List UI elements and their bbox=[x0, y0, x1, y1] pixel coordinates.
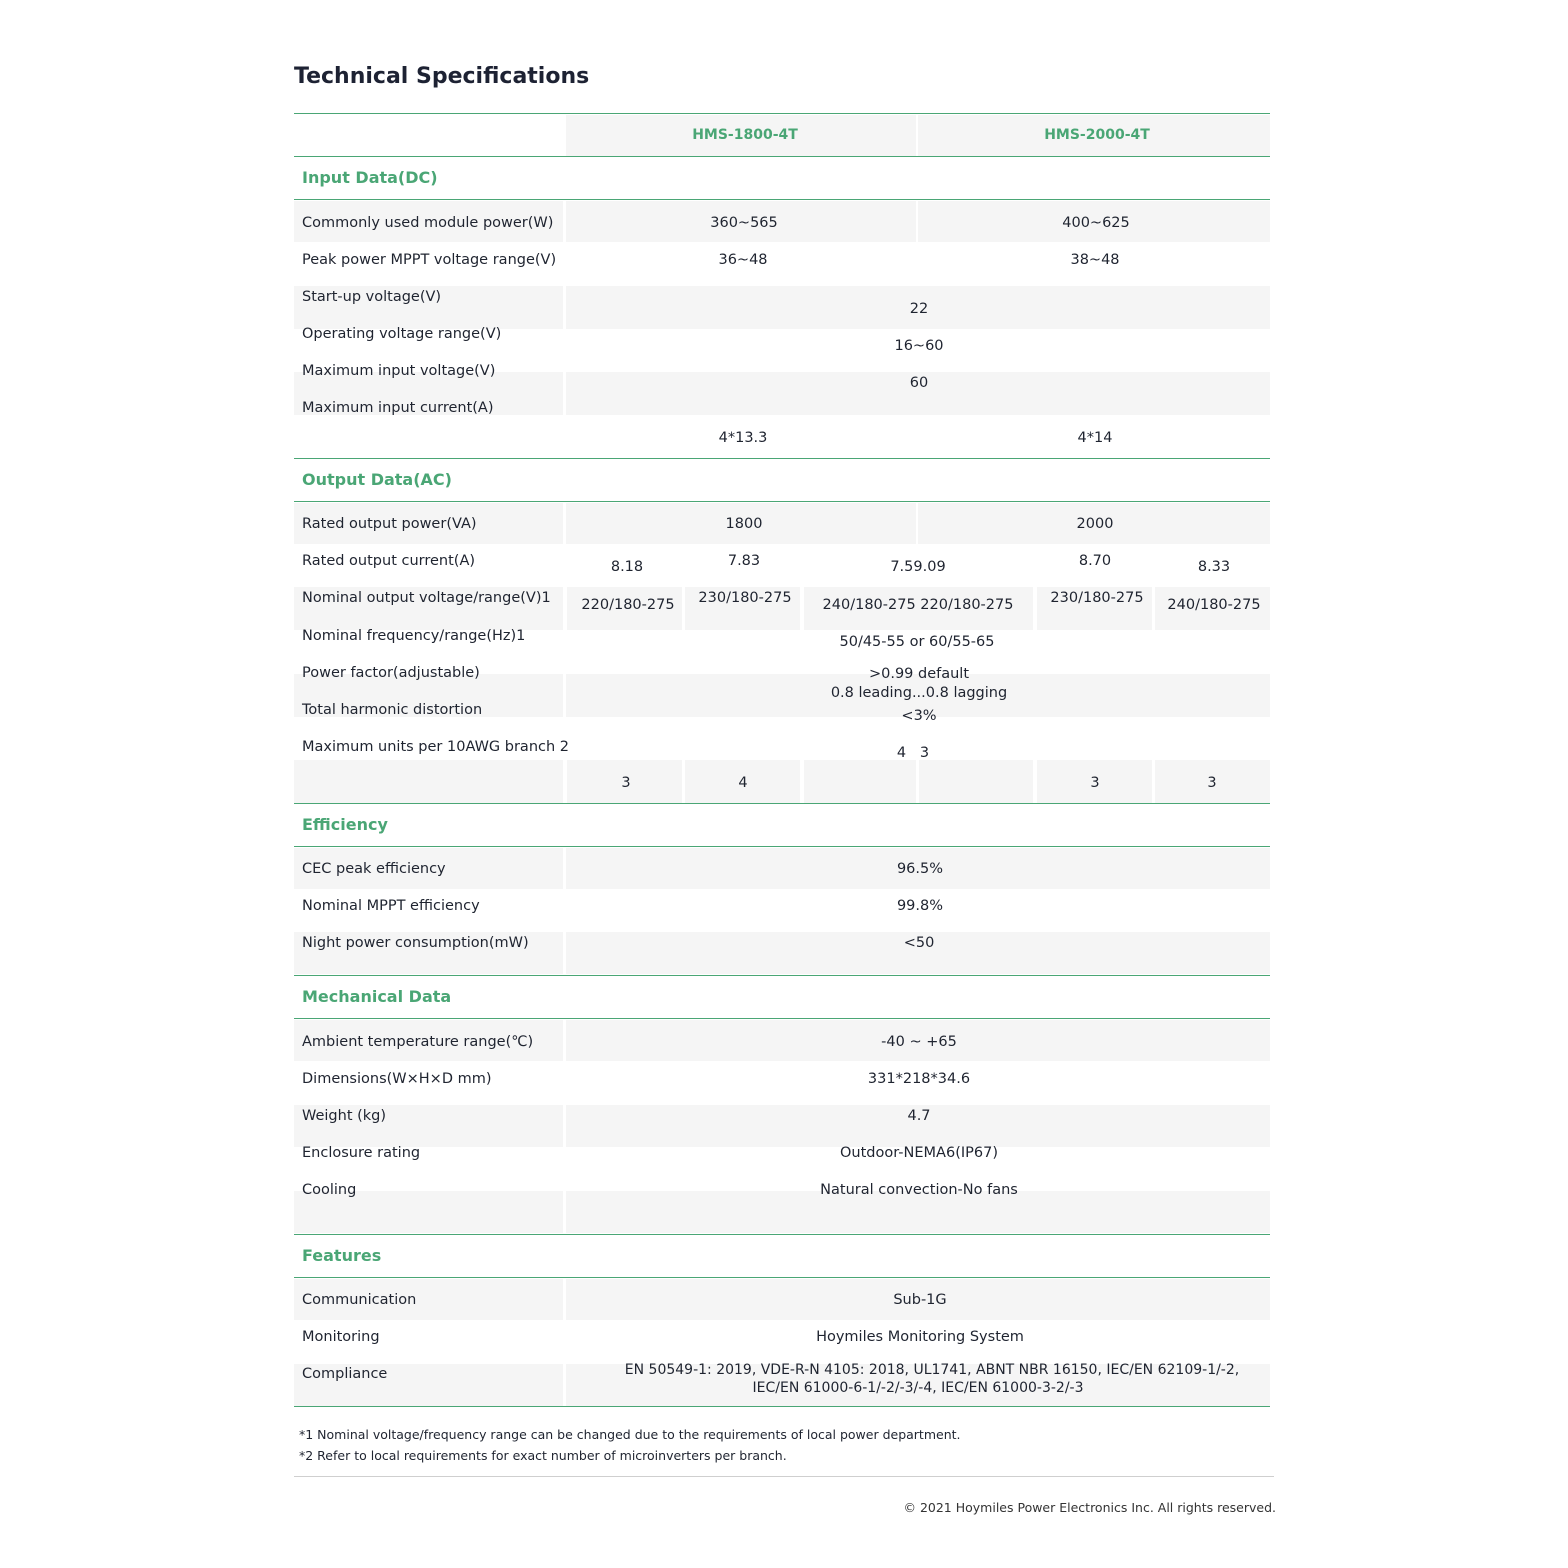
spec-value: 1800 bbox=[725, 516, 763, 532]
spec-label: Total harmonic distortion bbox=[302, 702, 483, 718]
spec-label: Operating voltage range(V) bbox=[302, 326, 502, 342]
page-title: Technical Specifications bbox=[294, 64, 590, 89]
section-title-input: Input Data(DC) bbox=[302, 168, 438, 187]
footer-divider bbox=[294, 1476, 1274, 1477]
section-rule bbox=[294, 199, 1270, 200]
spec-value: Natural convection-No fans bbox=[820, 1182, 1018, 1198]
row-shade bbox=[804, 760, 916, 803]
spec-value: 220/180-275 bbox=[581, 597, 675, 613]
spec-label: Monitoring bbox=[302, 1329, 380, 1345]
spec-value: 22 bbox=[909, 301, 929, 317]
section-rule bbox=[294, 975, 1270, 976]
spec-label: Commonly used module power(W) bbox=[302, 215, 554, 231]
spec-label: Rated output power(VA) bbox=[302, 516, 477, 532]
spec-value: 4*14 bbox=[1077, 430, 1113, 446]
spec-label: Maximum input current(A) bbox=[302, 400, 494, 416]
spec-label: Power factor(adjustable) bbox=[302, 665, 480, 681]
section-title-efficiency: Efficiency bbox=[302, 815, 388, 834]
spec-label: Peak power MPPT voltage range(V) bbox=[302, 252, 557, 268]
spec-value: 3 bbox=[1090, 775, 1100, 791]
spec-value: 331*218*34.6 bbox=[867, 1071, 971, 1087]
spec-value: 7.59.09 bbox=[890, 559, 946, 575]
model-header-2: HMS-2000-4T bbox=[1044, 127, 1150, 143]
spec-label: Cooling bbox=[302, 1182, 357, 1198]
spec-value: 360~565 bbox=[710, 215, 778, 231]
section-title-mechanical: Mechanical Data bbox=[302, 987, 452, 1006]
section-title-features: Features bbox=[302, 1246, 382, 1265]
section-title-output: Output Data(AC) bbox=[302, 470, 452, 489]
spec-label: Nominal frequency/range(Hz)1 bbox=[302, 628, 526, 644]
spec-value: 3 bbox=[1207, 775, 1217, 791]
spec-label: Communication bbox=[302, 1292, 417, 1308]
spec-label: Maximum units per 10AWG branch 2 bbox=[302, 739, 570, 755]
row-shade bbox=[919, 760, 1033, 803]
spec-value: 400~625 bbox=[1062, 215, 1130, 231]
spec-label: Rated output current(A) bbox=[302, 553, 476, 569]
spec-value: 99.8% bbox=[896, 898, 944, 914]
row-shade bbox=[294, 760, 563, 803]
spec-value: 8.70 bbox=[1078, 553, 1112, 569]
spec-value: 50/45-55 or 60/55-65 bbox=[839, 634, 995, 650]
spec-value: 3 bbox=[621, 775, 631, 791]
spec-value: 4*13.3 bbox=[718, 430, 768, 446]
section-rule bbox=[294, 501, 1270, 502]
spec-value: Sub-1G bbox=[893, 1292, 947, 1308]
section-rule bbox=[294, 846, 1270, 847]
spec-value: <50 bbox=[903, 935, 935, 951]
spec-label: Night power consumption(mW) bbox=[302, 935, 529, 951]
spec-value: 96.5% bbox=[896, 861, 944, 877]
spec-value: 36~48 bbox=[718, 252, 768, 268]
spec-value: 2000 bbox=[1076, 516, 1114, 532]
spec-value: 8.33 bbox=[1197, 559, 1231, 575]
section-rule bbox=[294, 1018, 1270, 1019]
spec-label: Nominal output voltage/range(V)1 bbox=[302, 590, 551, 606]
section-rule bbox=[294, 458, 1270, 459]
spec-value: 60 bbox=[909, 375, 929, 391]
spec-value: >0.99 default bbox=[868, 666, 970, 682]
table-bottom-rule bbox=[294, 1406, 1270, 1407]
spec-value: 8.18 bbox=[610, 559, 644, 575]
spec-value: 230/180-275 bbox=[698, 590, 792, 606]
spec-value: <3% bbox=[901, 708, 937, 724]
spec-value: 240/180-275 bbox=[1167, 597, 1261, 613]
spec-value: Hoymiles Monitoring System bbox=[816, 1329, 1024, 1345]
section-rule bbox=[294, 1277, 1270, 1278]
spec-label: Dimensions(W×H×D mm) bbox=[302, 1071, 492, 1087]
spec-label: Compliance bbox=[302, 1366, 388, 1382]
spec-value: Outdoor-NEMA6(IP67) bbox=[840, 1145, 998, 1161]
spec-label: Maximum input voltage(V) bbox=[302, 363, 496, 379]
spec-label: CEC peak efficiency bbox=[302, 861, 446, 877]
copyright: © 2021 Hoymiles Power Electronics Inc. All rights reserved. bbox=[903, 1500, 1276, 1515]
spec-value: 0.8 leading...0.8 lagging bbox=[830, 685, 1008, 701]
spec-label: Weight (kg) bbox=[302, 1108, 387, 1124]
spec-value: -40 ~ +65 bbox=[881, 1034, 957, 1050]
spec-label: Nominal MPPT efficiency bbox=[302, 898, 480, 914]
footnote-1: *1 Nominal voltage/frequency range can be changed due to the requirements of local power department. bbox=[299, 1427, 961, 1442]
header-bottom-rule bbox=[294, 156, 1270, 157]
spec-label: Ambient temperature range(℃) bbox=[302, 1034, 534, 1050]
spec-value: 240/180-275 220/180-275 bbox=[822, 597, 1014, 613]
section-rule bbox=[294, 1234, 1270, 1235]
spec-value: 4 bbox=[738, 775, 748, 791]
spec-value: 38~48 bbox=[1070, 252, 1120, 268]
spec-value: 16~60 bbox=[894, 338, 944, 354]
spec-value: 4.7 bbox=[907, 1108, 931, 1124]
compliance-line-1: EN 50549-1: 2019, VDE-R-N 4105: 2018, UL1741, ABNT NBR 16150, IEC/EN 62109-1/-2, bbox=[624, 1362, 1240, 1378]
spec-label: Enclosure rating bbox=[302, 1145, 421, 1161]
header-top-rule bbox=[294, 113, 1270, 114]
compliance-line-2: IEC/EN 61000-6-1/-2/-3/-4, IEC/EN 61000-3-2/-3 bbox=[752, 1380, 1084, 1396]
spec-value: 230/180-275 bbox=[1050, 590, 1144, 606]
footnote-2: *2 Refer to local requirements for exact number of microinverters per branch. bbox=[299, 1448, 787, 1463]
spec-value: 7.83 bbox=[727, 553, 761, 569]
spec-value: 4 3 bbox=[896, 745, 930, 761]
model-header-1: HMS-1800-4T bbox=[692, 127, 798, 143]
section-rule bbox=[294, 803, 1270, 804]
spec-label: Start-up voltage(V) bbox=[302, 289, 442, 305]
